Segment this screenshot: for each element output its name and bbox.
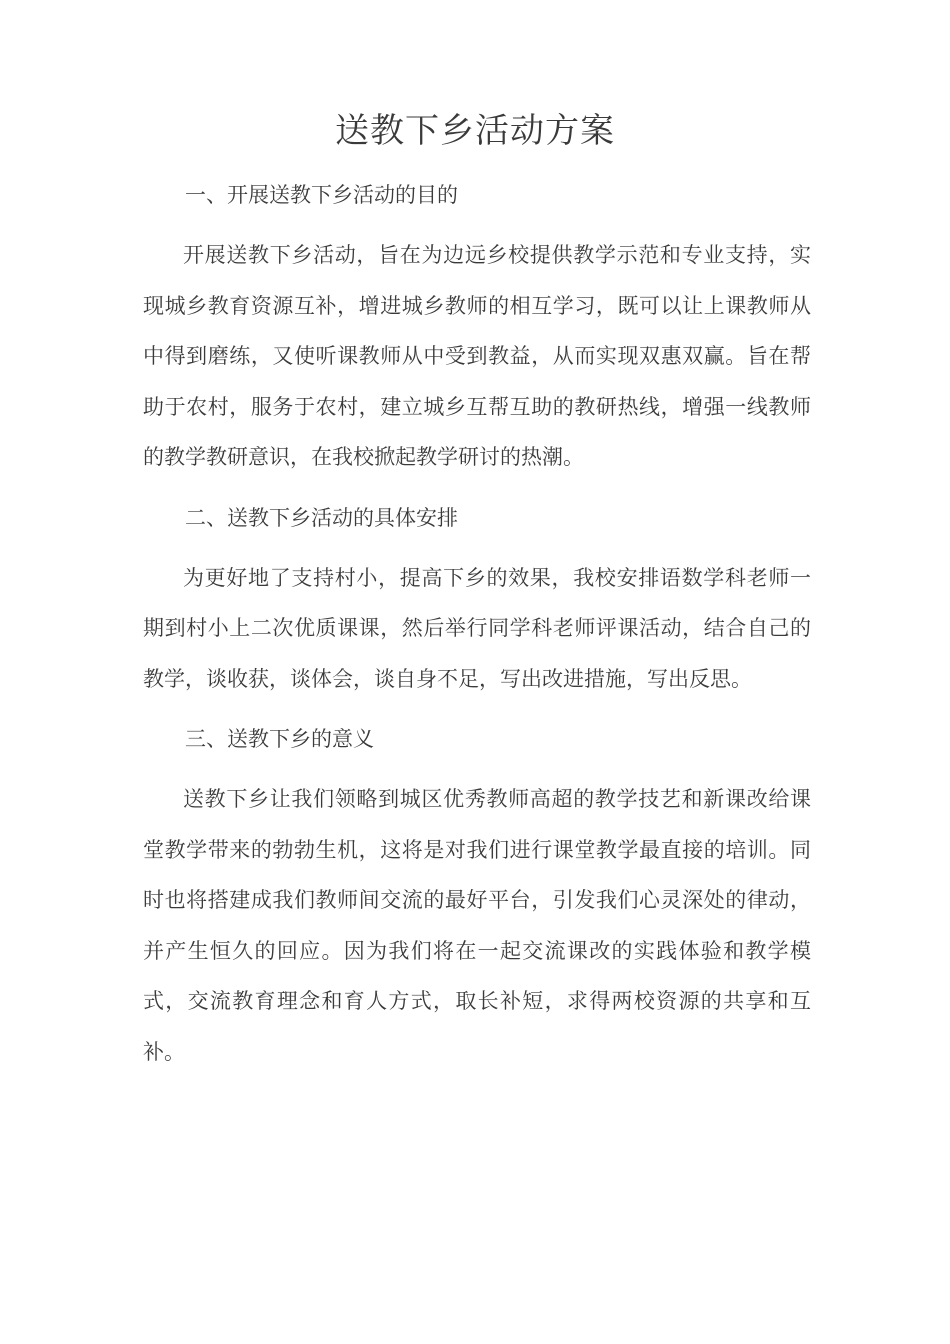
- section-paragraph-arrangement: 为更好地了支持村小，提高下乡的效果，我校安排语数学科老师一期到村小上二次优质课课，然后举行同学科老师评课活动，结合自己的教学，谈收获，谈体会，谈自身不足，写出改进措施，写出反思。: [143, 565, 811, 691]
- document-body: [143, 170, 811, 1087]
- section-heading-purpose: 一、开展送教下乡活动的目的: [185, 183, 458, 207]
- document-title: 送教下乡活动方案: [335, 111, 615, 151]
- section-paragraph-purpose: 开展送教下乡活动，旨在为边远乡校提供教学示范和专业支持，实现城乡教育资源互补，增进城乡教师的相互学习，既可以让上课教师从中得到磨练，又使听课教师从中受到教益，从而实现双惠双赢。旨在帮助于农村，服务于农村，建立城乡互帮互助的教研热线，增强一线教师的教学教研意识，在我校掀起教学研讨的热潮。: [143, 243, 811, 469]
- section-heading-significance: 三、送教下乡的意义: [185, 727, 374, 751]
- section-heading-arrangement: 二、送教下乡活动的具体安排: [185, 505, 458, 530]
- section-paragraph-significance: 送教下乡让我们领略到城区优秀教师高超的教学技艺和新课改给课堂教学带来的勃勃生机，这将是对我们进行课堂教学最直接的培训。同时也将搭建成我们教师间交流的最好平台，引发我们心灵深处的律动，并产生恒久的回应。因为我们将在一起交流课改的实践体验和教学模式，交流教育理念和育人方式，取长补短，求得两校资源的共享和互补。: [143, 787, 811, 1064]
